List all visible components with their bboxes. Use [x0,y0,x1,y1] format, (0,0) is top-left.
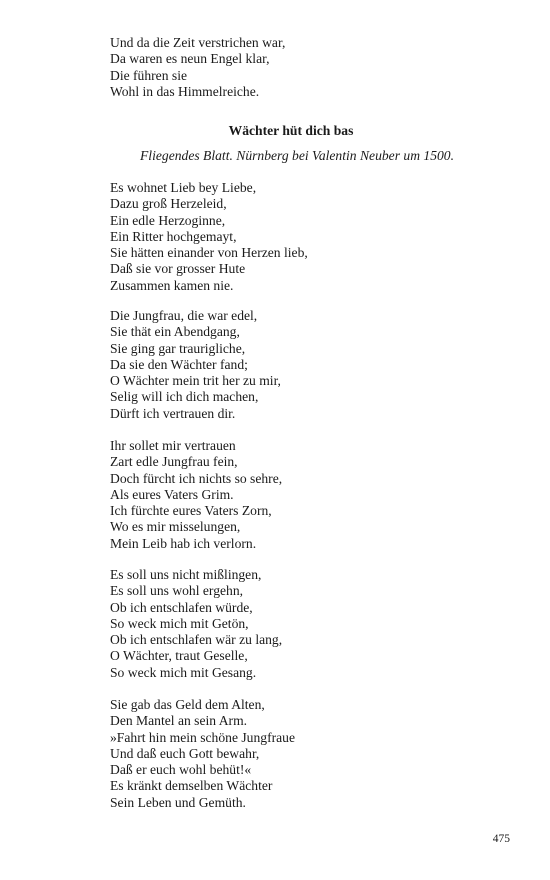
stanza-4 [110,567,510,681]
verse-line: Die Jungfrau, die war edel, [110,308,258,323]
verse-line: Dazu groß Herzeleid, [110,196,227,212]
verse-line: Daß sie vor grosser Hute [110,261,246,277]
verse-line: O Wächter, traut Geselle, [110,648,248,664]
stanza-2 [110,308,510,422]
verse-line: Sie gab das Geld dem Alten, [110,697,265,712]
verse-line: Wo es mir misselungen, [110,519,241,535]
verse-line: Und da die Zeit verstrichen war, [110,35,286,50]
verse-line: Ihr sollet mir vertrauen [110,438,236,453]
verse-line: Wohl in das Himmelreiche. [110,83,260,99]
verse-line: Ein edle Herzoginne, [110,212,226,228]
verse-line: Es soll uns nicht mißlingen, [110,567,262,582]
stanza-5 [110,697,510,811]
verse-line: Ob ich entschlafen würde, [110,599,253,615]
stanza-previous-poem-ending [110,35,510,100]
verse-line: Sie hätten einander von Herzen lieb, [110,245,308,261]
verse-line: So weck mich mit Gesang. [110,664,257,680]
verse-line: Ob ich entschlafen wär zu lang, [110,632,283,648]
verse-line: O Wächter mein trit her zu mir, [110,373,281,389]
verse-line: Dürft ich vertrauen dir. [110,405,236,421]
verse-line: Sein Leben und Gemüth. [110,794,246,810]
verse-line: Als eures Vaters Grim. [110,486,234,502]
verse-line: Sie ging gar traurigliche, [110,340,246,356]
verse-line: Selig will ich dich machen, [110,389,259,405]
verse-line: Den Mantel an sein Arm. [110,713,248,729]
verse-line: Mein Leib hab ich verlorn. [110,535,257,551]
page-number: 475 [492,833,510,845]
verse-line: Ich fürchte eures Vaters Zorn, [110,503,272,519]
stanza-3 [110,438,510,552]
poem-title: Wächter hüt dich bas [228,123,354,138]
verse-line: Doch fürcht ich nichts so sehre, [110,470,283,486]
verse-line: Es wohnet Lieb bey Liebe, [110,180,257,195]
poem-source-note: Fliegendes Blatt. Nürnberg bei Valentin Neuber um 1500. [140,148,454,163]
verse-line: Zart edle Jungfrau fein, [110,454,238,470]
verse-line: Ein Ritter hochgemayt, [110,228,237,244]
verse-line: Und daß euch Gott bewahr, [110,745,260,761]
verse-line: Da waren es neun Engel klar, [110,51,270,67]
verse-line: Daß er euch wohl behüt!« [110,762,252,778]
stanza-1 [110,180,510,294]
verse-line: Es soll uns wohl ergehn, [110,583,244,599]
verse-line: So weck mich mit Getön, [110,615,249,631]
verse-line: Die führen sie [110,67,188,83]
verse-line: Da sie den Wächter fand; [110,356,248,372]
verse-line: Es kränkt demselben Wächter [110,778,273,794]
verse-line: Zusammen kamen nie. [110,277,234,293]
verse-line: Sie thät ein Abendgang, [110,324,240,340]
verse-line: »Fahrt hin mein schöne Jungfraue [110,729,295,745]
